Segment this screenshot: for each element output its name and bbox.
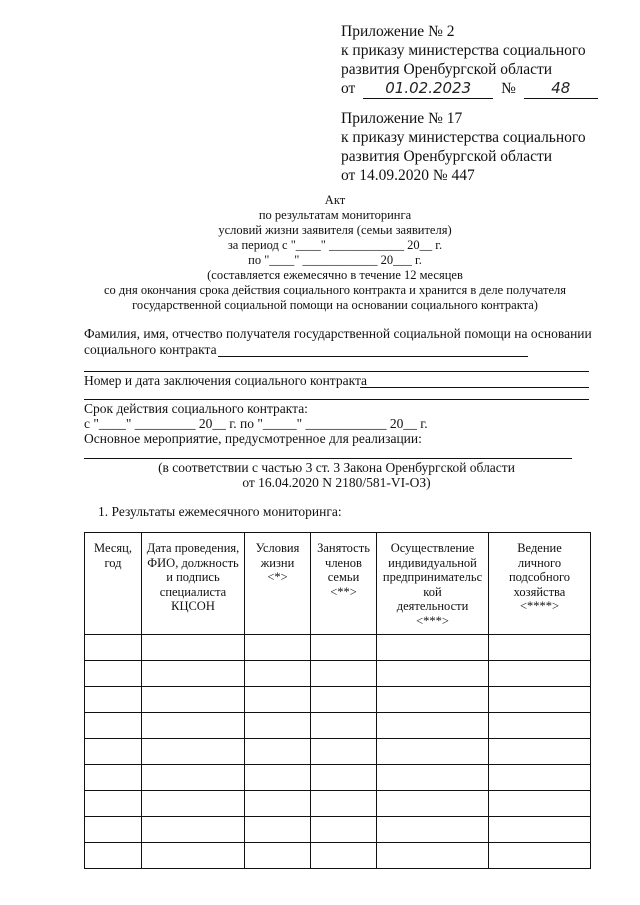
table-cell[interactable]: [489, 791, 591, 817]
table-header-cell: Дата проведения, ФИО, должность и подпись специалиста КЦСОН: [142, 533, 245, 635]
monitoring-table: [84, 532, 591, 869]
table-header-cell: Ведение личного подсобного хозяйства <****>: [489, 533, 591, 635]
table-cell[interactable]: [85, 791, 142, 817]
table-cell[interactable]: [85, 817, 142, 843]
appendix-2-line1: к приказу министерства социального: [341, 42, 586, 59]
table-cell[interactable]: [311, 739, 377, 765]
table-cell[interactable]: [489, 661, 591, 687]
table-row: [85, 635, 591, 661]
table-row: [85, 687, 591, 713]
contract-number-field2[interactable]: [84, 399, 589, 400]
table-row: [85, 713, 591, 739]
table-row: [85, 843, 591, 869]
contract-number-label: Номер и дата заключения социального контракта: [84, 373, 368, 388]
table-cell[interactable]: [311, 661, 377, 687]
table-cell[interactable]: [377, 687, 489, 713]
table-body: [85, 635, 591, 869]
table-cell[interactable]: [245, 765, 311, 791]
measure-label: Основное мероприятие, предусмотренное для реализации:: [84, 431, 422, 446]
law-line2: от 16.04.2020 N 2180/581-VI-ОЗ): [242, 475, 431, 490]
act-line1: по результатам мониторинга: [258, 208, 412, 222]
table-cell[interactable]: [311, 713, 377, 739]
table-cell[interactable]: [142, 765, 245, 791]
table-cell[interactable]: [377, 817, 489, 843]
appendix-2-date-row: [341, 79, 598, 99]
table-cell[interactable]: [245, 635, 311, 661]
table-cell[interactable]: [85, 661, 142, 687]
act-line2: условий жизни заявителя (семьи заявителя): [218, 223, 452, 237]
table-cell[interactable]: [377, 791, 489, 817]
table-cell[interactable]: [311, 765, 377, 791]
fio-field-line2[interactable]: [84, 371, 589, 372]
table-header-cell: Занятость членов семьи <**>: [311, 533, 377, 635]
table-row: [85, 739, 591, 765]
table-cell[interactable]: [85, 687, 142, 713]
table-cell[interactable]: [142, 739, 245, 765]
table-cell[interactable]: [377, 739, 489, 765]
contract-number-field[interactable]: [360, 387, 589, 388]
appendix-17-line3: от 14.09.2020 № 447: [341, 167, 475, 184]
table-row: [85, 661, 591, 687]
table-cell[interactable]: [489, 739, 591, 765]
table-cell[interactable]: [245, 843, 311, 869]
law-line1: (в соответствии с частью 3 ст. 3 Закона Оренбургской области: [158, 460, 515, 475]
table-cell[interactable]: [245, 791, 311, 817]
table-cell[interactable]: [489, 843, 591, 869]
act-title: Акт: [324, 193, 346, 207]
table-row: [85, 765, 591, 791]
appendix-2-line2: развития Оренбургской области: [341, 61, 553, 78]
table-cell[interactable]: [142, 635, 245, 661]
measure-field[interactable]: [84, 458, 572, 459]
table-cell[interactable]: [142, 661, 245, 687]
table-header-cell: Условия жизни <*>: [245, 533, 311, 635]
table-cell[interactable]: [85, 843, 142, 869]
appendix-17-line1: к приказу министерства социального: [341, 129, 586, 146]
table-cell[interactable]: [245, 739, 311, 765]
table-cell[interactable]: [142, 817, 245, 843]
term-label: Срок действия социального контракта:: [84, 401, 308, 416]
table-header-row: [85, 533, 591, 635]
act-note-line2: со дня окончания срока действия социального контракта и хранится в деле получателя: [103, 283, 567, 297]
table-cell[interactable]: [142, 843, 245, 869]
table-cell[interactable]: [489, 765, 591, 791]
date-handwritten: 01.02.2023: [385, 79, 472, 97]
date-prefix: от: [341, 80, 356, 97]
table-cell[interactable]: [311, 817, 377, 843]
table-cell[interactable]: [489, 713, 591, 739]
act-period-from: за период с "____" ____________ 20__ г.: [227, 238, 443, 252]
table-row: [85, 791, 591, 817]
table-cell[interactable]: [489, 817, 591, 843]
table-cell[interactable]: [245, 817, 311, 843]
table-header-cell: Осуществление индивидуальной предпринимательс кой деятельности <***>: [377, 533, 489, 635]
table-cell[interactable]: [311, 635, 377, 661]
table-cell[interactable]: [311, 791, 377, 817]
table-cell[interactable]: [377, 635, 489, 661]
appendix-17-title: Приложение № 17: [341, 110, 463, 127]
act-period-to: по "____" ____________ 20___ г.: [248, 253, 422, 267]
appendix-17-line2: развития Оренбургской области: [341, 148, 553, 165]
act-note-line1: (составляется ежемесячно в течение 12 месяцев: [207, 268, 463, 282]
table-cell[interactable]: [311, 843, 377, 869]
table-row: [85, 817, 591, 843]
fio-field-line[interactable]: [218, 356, 528, 357]
table-cell[interactable]: [489, 635, 591, 661]
fio-label-line2: социального контракта: [84, 342, 217, 357]
section-1-title: 1. Результаты ежемесячного мониторинга:: [98, 504, 342, 519]
table-cell[interactable]: [85, 635, 142, 661]
table-cell[interactable]: [85, 739, 142, 765]
fio-label-line1: Фамилия, имя, отчество получателя государственной социальной помощи на основании: [84, 326, 592, 341]
table-cell[interactable]: [245, 713, 311, 739]
number-sign: №: [501, 80, 516, 97]
number-handwritten: 48: [551, 79, 571, 97]
number-field: [524, 79, 598, 99]
table-cell[interactable]: [377, 713, 489, 739]
appendix-2-title: Приложение № 2: [341, 23, 455, 40]
table-cell[interactable]: [377, 765, 489, 791]
table-cell[interactable]: [85, 765, 142, 791]
table-cell[interactable]: [489, 687, 591, 713]
table-cell[interactable]: [377, 661, 489, 687]
table-cell[interactable]: [85, 713, 142, 739]
table-cell[interactable]: [142, 687, 245, 713]
table-cell[interactable]: [377, 843, 489, 869]
table-cell[interactable]: [245, 661, 311, 687]
date-field: [363, 79, 493, 99]
term-dates: с "____" _________ 20__ г. по "_____" ____________ 20__ г.: [84, 416, 428, 431]
table-header-cell: Месяц, год: [85, 533, 142, 635]
act-note-line3: государственной социальной помощи на основании социального контракта): [132, 298, 538, 312]
table-cell[interactable]: [311, 687, 377, 713]
table-cell[interactable]: [245, 687, 311, 713]
table-cell[interactable]: [142, 713, 245, 739]
table-cell[interactable]: [142, 791, 245, 817]
